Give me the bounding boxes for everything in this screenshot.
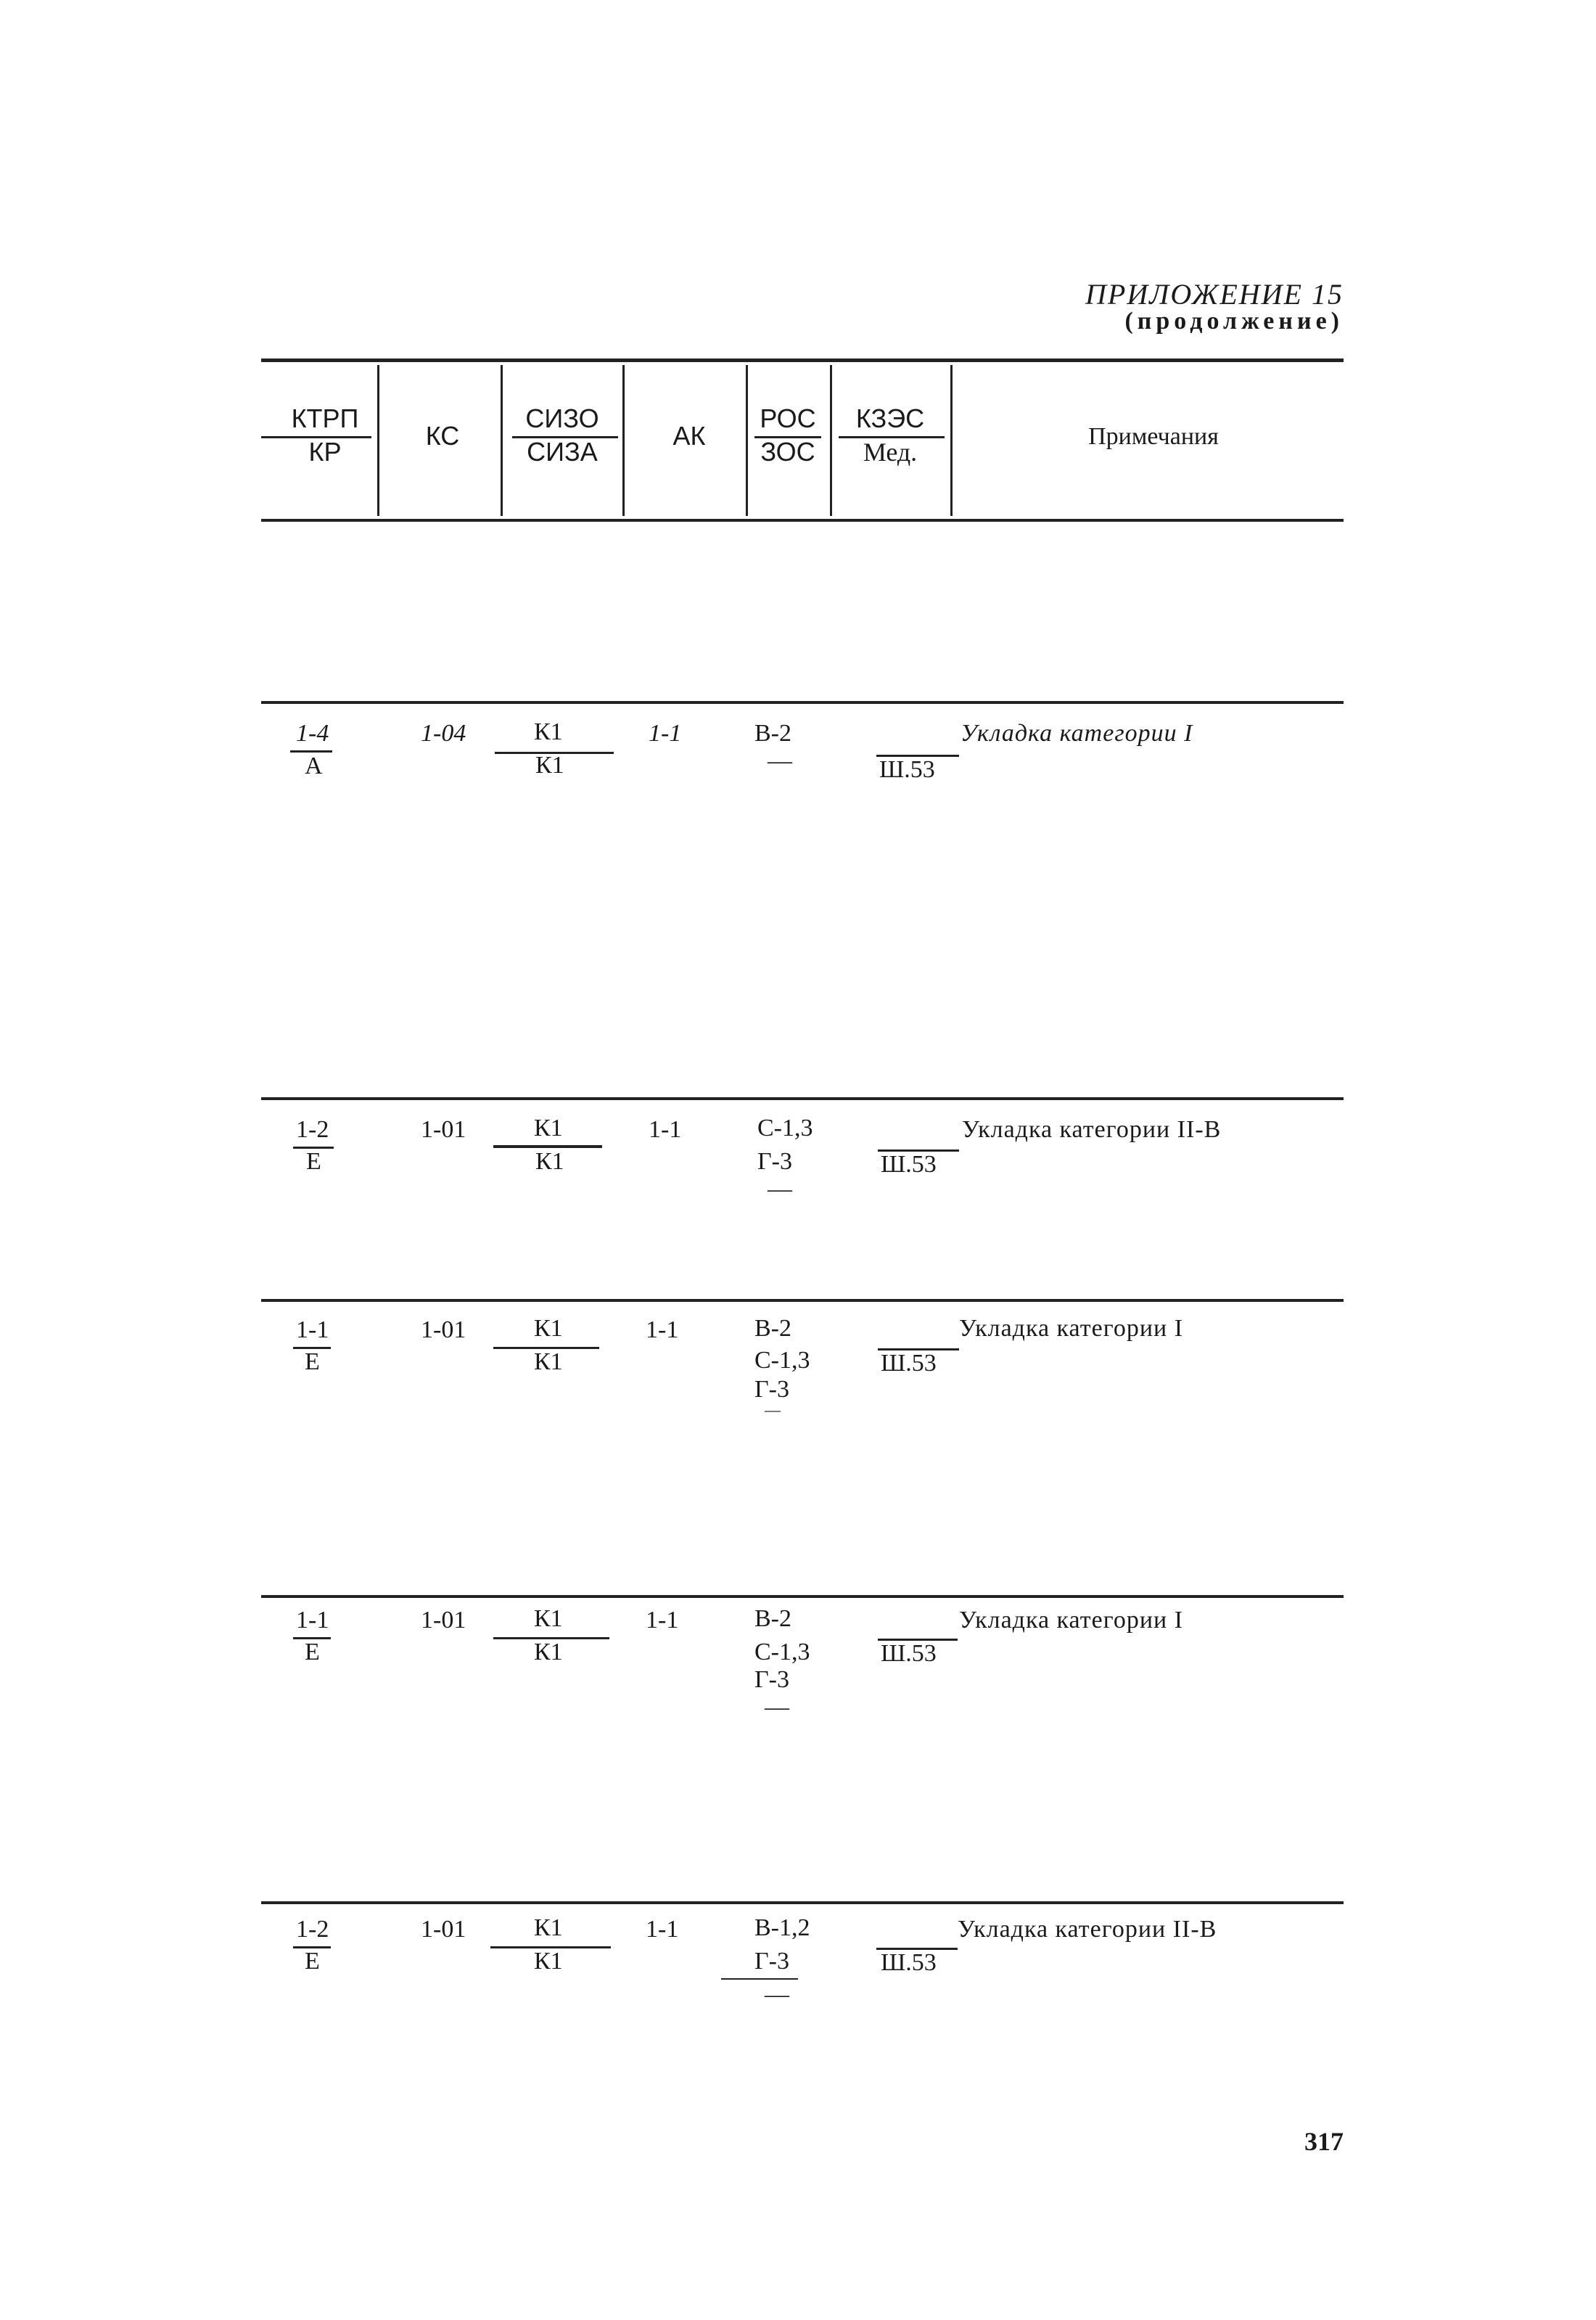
appendix-title: ПРИЛОЖЕНИЕ 15	[1085, 278, 1344, 311]
row-ktrp: 1-2	[296, 1916, 329, 1943]
header-siza: СИЗА	[527, 437, 598, 467]
row-zos: —	[765, 1401, 781, 1419]
row-ks: 1-04	[421, 720, 466, 747]
header-top-rule	[261, 358, 1344, 362]
row-ak: 1-1	[646, 1607, 679, 1634]
row-separator	[261, 1097, 1344, 1100]
header-ktrp: КТРП	[291, 403, 359, 433]
row-med: Ш.53	[881, 1949, 937, 1976]
row-note: Укладка категории I	[959, 1315, 1184, 1342]
header-divider	[501, 365, 503, 516]
row-ks: 1-01	[421, 1607, 466, 1634]
header-ros: РОС	[760, 403, 816, 433]
header-bottom-rule	[261, 519, 1344, 522]
row-siza: К1	[535, 752, 564, 779]
row-note: Укладка категории I	[961, 720, 1193, 747]
header-divider	[622, 365, 625, 516]
row-ros-line: Г-3	[754, 1948, 789, 1975]
row-med: Ш.53	[881, 1640, 937, 1667]
row-ros-line: Г-3	[754, 1666, 789, 1693]
row-sizo: К1	[534, 1605, 563, 1632]
row-zos: —	[765, 1981, 789, 2008]
row-kr: Е	[305, 1348, 320, 1375]
header-kr: КР	[308, 437, 342, 467]
row-siza: К1	[535, 1148, 564, 1175]
page-number: 317	[1304, 2127, 1344, 2156]
row-sizo: К1	[534, 1315, 563, 1342]
row-siza: К1	[534, 1348, 563, 1375]
row-ros-line: В-2	[754, 720, 791, 747]
header-divider	[950, 365, 953, 516]
row-sizo: К1	[534, 1115, 563, 1141]
row-ak: 1-1	[649, 720, 682, 747]
row-ak: 1-1	[646, 1916, 679, 1943]
header-divider	[830, 365, 832, 516]
row-zos: —	[768, 1176, 792, 1202]
row-kr: Е	[305, 1639, 320, 1665]
row-ros-line: В-1,2	[754, 1914, 810, 1941]
row-ktrp: 1-2	[296, 1116, 329, 1143]
row-zos: —	[765, 1694, 789, 1721]
row-separator	[261, 1901, 1344, 1904]
row-sizo: К1	[534, 718, 563, 745]
row-med: Ш.53	[881, 1151, 937, 1178]
row-med: Ш.53	[881, 1350, 937, 1377]
row-siza: К1	[534, 1639, 563, 1665]
row-note: Укладка категории II-В	[962, 1116, 1222, 1143]
row-kr: Е	[306, 1148, 321, 1175]
row-separator	[261, 701, 1344, 704]
row-ros-fraction-bar	[721, 1978, 798, 1980]
row-ros-line: С-1,3	[754, 1347, 810, 1374]
row-ks: 1-01	[421, 1116, 466, 1143]
header-med: Мед.	[863, 438, 918, 467]
row-sizo: К1	[534, 1914, 563, 1941]
row-note: Укладка категории I	[959, 1607, 1184, 1634]
row-ktrp: 1-1	[296, 1316, 329, 1343]
header-sizo: СИЗО	[525, 403, 599, 433]
appendix-subtitle: (продолжение)	[1124, 308, 1344, 335]
row-kr: А	[305, 753, 323, 779]
row-separator	[261, 1595, 1344, 1598]
row-ros-line: Г-3	[757, 1148, 792, 1175]
row-ktrp: 1-1	[296, 1607, 329, 1634]
row-siza: К1	[534, 1948, 563, 1975]
row-ak: 1-1	[646, 1316, 679, 1343]
header-divider	[377, 365, 379, 516]
row-med: Ш.53	[879, 756, 935, 783]
row-kr: Е	[305, 1948, 320, 1975]
row-ros-line: С-1,3	[754, 1639, 810, 1665]
row-zos: —	[768, 747, 792, 774]
row-ros-line: С-1,3	[757, 1115, 813, 1141]
row-separator	[261, 1299, 1344, 1302]
row-ros-line: В-2	[754, 1315, 791, 1342]
header-ks: КС	[425, 421, 460, 451]
row-ros-line: В-2	[754, 1605, 791, 1632]
row-ros-line: Г-3	[754, 1376, 789, 1403]
header-kzes: КЗЭС	[855, 403, 925, 433]
row-ks: 1-01	[421, 1916, 466, 1943]
header-ak: АК	[672, 421, 706, 451]
header-divider	[746, 365, 748, 516]
row-ktrp: 1-4	[296, 720, 329, 747]
header-zos: ЗОС	[760, 437, 815, 467]
header-notes: Примечания	[1088, 423, 1219, 450]
row-note: Укладка категории II-В	[958, 1916, 1217, 1943]
row-ak: 1-1	[649, 1116, 682, 1143]
row-ks: 1-01	[421, 1316, 466, 1343]
